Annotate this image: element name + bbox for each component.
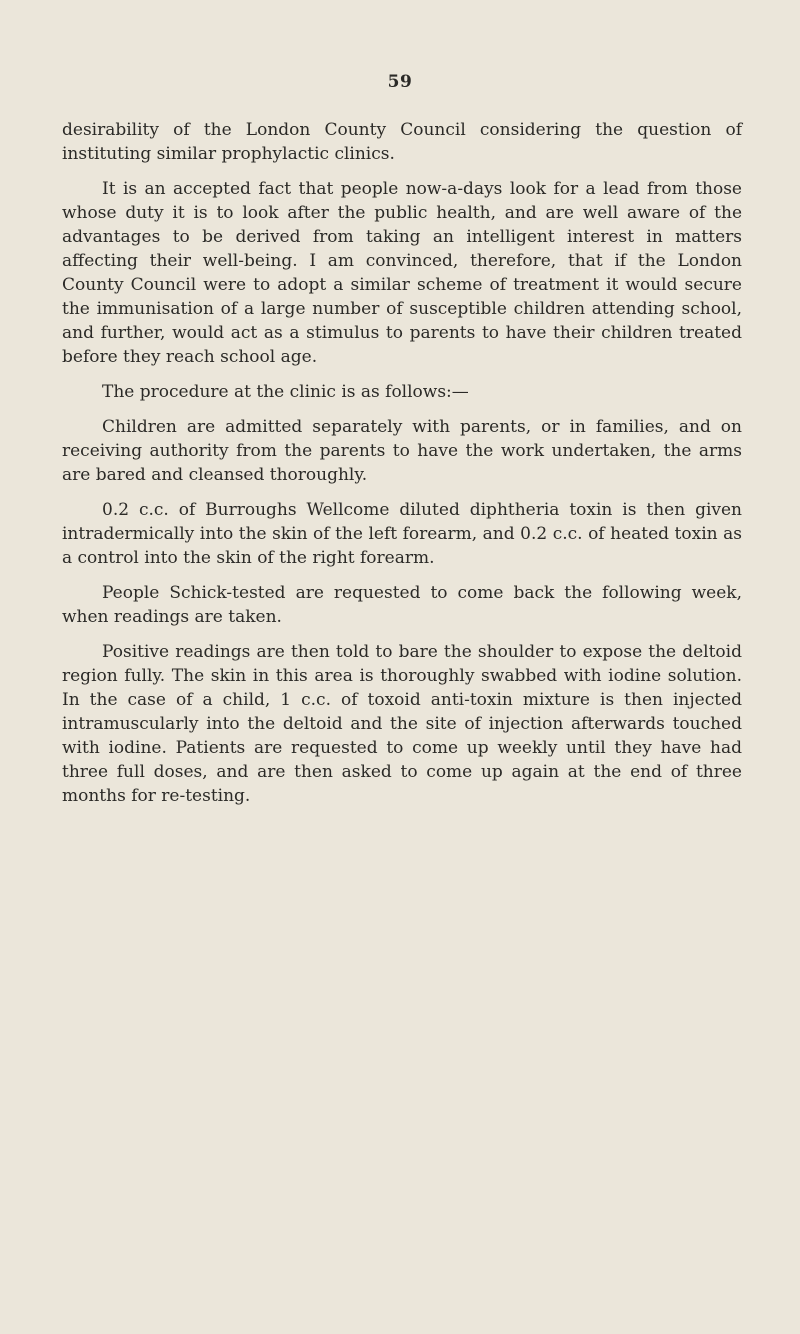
paragraph-schick-test: 0.2 c.c. of Burroughs Wellcome diluted diphtheria toxin is then given intradermically into the skin of the left forearm, and 0.2 c.c. of heated toxin as a control into the skin of the right forearm. [62,500,742,568]
paragraph-positive-readings: Positive readings are then told to bare the shoulder to expose the deltoid region fully. The skin in this area is thoroughly swabbed with iodine solution. In the case of a child, 1 c.c. of toxoid anti-toxin mixture is then injected intramuscularly into the deltoid and the site of injection afterwards touched with iodine. Patients are requested to come up weekly until they have had three full doses, and are then asked to come up again at the end of three months for re-testing. [62,642,742,806]
paragraph-continuation: desirability of the London County Council considering the question of instituting similar prophylactic clinics. [62,120,742,164]
paragraph-procedure-intro: The procedure at the clinic is as follows:— [102,382,469,402]
body-text [62,118,742,819]
paragraph-admission: Children are admitted separately with parents, or in families, and on receiving authority from the parents to have the work undertaken, the arms are bared and cleansed thoroughly. [62,417,742,485]
page-number: 59 [387,72,413,92]
paragraph-readings: People Schick-tested are requested to come back the following week, when readings are taken. [62,583,742,627]
paragraph-public-health: It is an accepted fact that people now-a-days look for a lead from those whose duty it is to look after the public health, and are well aware of the advantages to be derived from taking an intelligent interest in matters affecting their well-being. I am convinced, therefore, that if the London County Council were to adopt a similar scheme of treatment it would secure the immunisation of a large number of susceptible children attending school, and further, would act as a stimulus to parents to have their children treated before they reach school age. [62,179,742,367]
